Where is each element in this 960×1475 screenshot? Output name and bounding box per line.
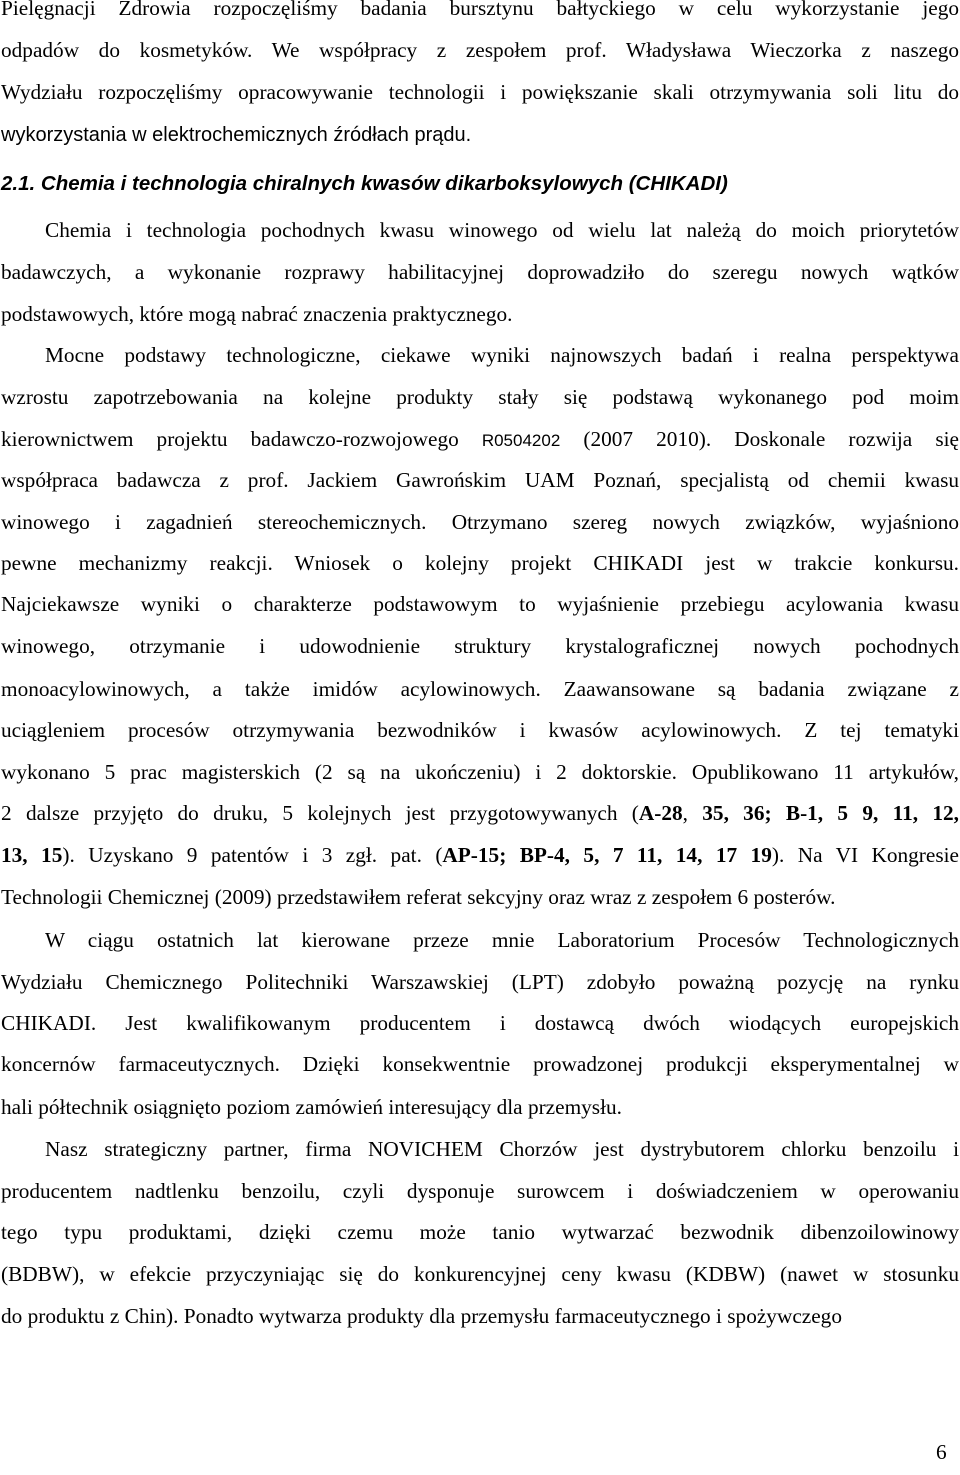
text-line	[1, 634, 959, 658]
text-line	[1, 1095, 959, 1119]
page-number: 6	[936, 1440, 947, 1464]
text-segment: Mocne podstawy technologiczne, ciekawe wyniki najnowszych badań i realna perspektywa	[45, 343, 959, 367]
bold-reference: AP-15; BP-4, 5, 7 11, 14, 17 19	[442, 843, 772, 867]
text-segment: wzrostu zapotrzebowania na kolejne produkty stały się podstawą wykonanego pod moim	[1, 385, 959, 409]
text-segment: koncernów farmaceutycznych. Dzięki konsekwentnie prowadzonej produkcji eksperymentalnej w	[1, 1052, 959, 1076]
text-segment: wykonano 5 prac magisterskich (2 są na ukończeniu) i 2 doktorskie. Opublikowano 11 artykułów,	[1, 760, 959, 784]
text-segment: podstawowych, które mogą nabrać znaczenia praktycznego.	[1, 302, 513, 326]
text-line	[1, 1052, 959, 1076]
text-line	[1, 1262, 959, 1286]
text-segment: Wydziału Chemicznego Politechniki Warszawskiej (LPT) zdobyło poważną pozycję na rynku	[1, 970, 959, 994]
text-line	[1, 1220, 959, 1244]
text-segment: Wydziału rozpoczęliśmy opracowywanie technologii i powiększanie skali otrzymywania soli litu do	[1, 80, 959, 104]
text-line	[1, 260, 959, 284]
text-segment: kierownictwem projektu badawczo-rozwojowego	[1, 427, 482, 451]
text-line	[1, 38, 959, 62]
text-line	[1, 843, 959, 867]
text-segment: ,	[682, 801, 703, 825]
text-segment: (BDBW), w efekcie przyczyniając się do konkurencyjnej ceny kwasu (KDBW) (nawet w stosunku	[1, 1262, 959, 1286]
text-segment: 2.1. Chemia i technologia chiralnych kwasów dikarboksylowych (CHIKADI)	[1, 172, 728, 195]
text-segment: 2 dalsze przyjęto do druku, 5 kolejnych jest przygotowywanych (	[1, 801, 639, 825]
text-line	[1, 468, 959, 492]
text-line	[1, 1179, 959, 1203]
text-line	[1, 510, 959, 534]
text-line	[1, 80, 959, 104]
text-line	[45, 218, 959, 242]
text-segment: pewne mechanizmy reakcji. Wniosek o kolejny projekt CHIKADI jest w trakcie konkursu.	[1, 551, 959, 575]
text-line	[1, 677, 959, 701]
text-segment: ). Na VI Kongresie	[771, 843, 960, 867]
text-segment: producentem nadtlenku benzoilu, czyli dysponuje surowcem i doświadczeniem w operowaniu	[1, 1179, 959, 1203]
text-line	[1, 551, 959, 575]
text-line	[1, 718, 959, 742]
text-line	[45, 1137, 959, 1161]
text-segment: hali półtechnik osiągnięto poziom zamówień interesujący dla przemysłu.	[1, 1095, 622, 1119]
text-segment: winowego, otrzymanie i udowodnienie struktury krystalograficznej nowych pochodnych	[1, 634, 959, 658]
text-segment: W ciągu ostatnich lat kierowane przeze mnie Laboratorium Procesów Technologicznych	[45, 928, 959, 952]
text-segment: uciągleniem procesów otrzymywania bezwodników i kwasów acylowinowych. Z tej tematyki	[1, 718, 959, 742]
text-segment: współpraca badawcza z prof. Jackiem Gawrońskim UAM Poznań, specjalistą od chemii kwasu	[1, 468, 959, 492]
text-segment: CHIKADI. Jest kwalifikowanym producentem i dostawcą dwóch wiodących europejskich	[1, 1011, 959, 1035]
text-line	[1, 427, 959, 453]
text-line	[1, 122, 959, 147]
text-line	[45, 343, 959, 367]
text-line	[1, 760, 959, 784]
text-segment: winowego i zagadnień stereochemicznych. Otrzymano szereg nowych związków, wyjaśniono	[1, 510, 959, 534]
text-segment: wykorzystania w elektrochemicznych źródłach prądu.	[1, 124, 472, 146]
text-line	[1, 385, 959, 409]
text-segment: badawczych, a wykonanie rozprawy habilitacyjnej doprowadziło do szeregu nowych wątków	[1, 260, 959, 284]
text-line	[1, 801, 959, 825]
text-segment: do produktu z Chin). Ponadto wytwarza produkty dla przemysłu farmaceutycznego i spożywczego	[1, 1304, 842, 1328]
section-heading	[1, 172, 959, 196]
text-line	[1, 0, 959, 20]
text-segment: Chemia i technologia pochodnych kwasu winowego od wielu lat należą do moich priorytetów	[45, 218, 959, 242]
bold-reference: A-28	[638, 801, 683, 825]
text-segment: ). Uzyskano 9 patentów i 3 zgł. pat. (	[62, 843, 443, 867]
text-line	[1, 970, 959, 994]
text-line	[1, 1304, 959, 1328]
text-segment: Najciekawsze wyniki o charakterze podstawowym to wyjaśnienie przebiegu acylowania kwasu	[1, 592, 959, 616]
bold-reference: 35, 36; B-1, 5 9, 11, 12,	[702, 801, 959, 825]
text-line	[1, 1011, 959, 1035]
text-segment: (2007 2010). Doskonale rozwija się	[560, 427, 959, 451]
text-segment: odpadów do kosmetyków. We współpracy z zespołem prof. Władysława Wieczorka z naszego	[1, 38, 959, 62]
bold-reference: 13, 15	[1, 843, 63, 867]
text-segment: R0504202	[481, 431, 561, 450]
text-line	[1, 885, 959, 909]
text-segment: tego typu produktami, dzięki czemu może tanio wytwarzać bezwodnik dibenzoilowinowy	[1, 1220, 959, 1244]
text-line	[1, 592, 959, 616]
text-segment: monoacylowinowych, a także imidów acylowinowych. Zaawansowane są badania związane z	[1, 677, 959, 701]
text-segment: Technologii Chemicznej (2009) przedstawiłem referat sekcyjny oraz wraz z zespołem 6 posterów.	[1, 885, 836, 909]
text-segment: Pielęgnacji Zdrowia rozpoczęliśmy badania bursztynu bałtyckiego w celu wykorzystanie jego	[1, 0, 959, 20]
text-line	[45, 928, 959, 952]
text-line	[1, 302, 959, 326]
text-segment: Nasz strategiczny partner, firma NOVICHEM Chorzów jest dystrybutorem chlorku benzoilu i	[45, 1137, 959, 1161]
